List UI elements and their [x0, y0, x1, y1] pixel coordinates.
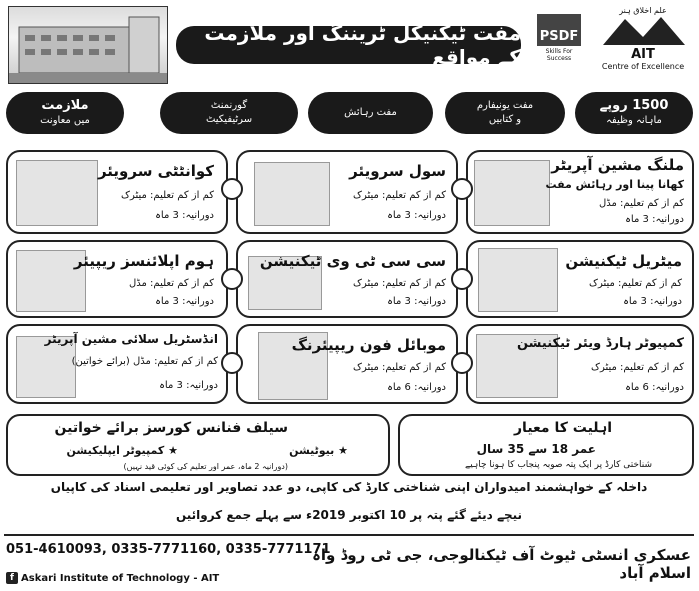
- psdf-logo: [535, 14, 583, 74]
- course-education: کم از کم تعلیم: میٹرک: [591, 362, 684, 373]
- facebook-icon: f: [6, 572, 18, 584]
- benefit-stipend: [575, 92, 693, 134]
- benefit-line2: سرٹیفیکیٹ: [205, 114, 253, 125]
- connector-knot: [221, 178, 243, 200]
- building-illustration: [9, 7, 167, 83]
- connector-knot: [221, 268, 243, 290]
- connector-knot: [451, 178, 473, 200]
- course-education: کم از کم تعلیم: میٹرک: [353, 278, 446, 289]
- course-education: کم از کم تعلیم: میٹرک: [353, 190, 446, 201]
- admission-line-1: داخلہ کے خواہشمند امیدواران اپنی شناختی کارڈ کی کاپی، دو عدد تصاویر اور تعلیمی اسناد کی کاپیاں: [50, 480, 648, 494]
- course-education: کم از کم تعلیم: مڈل (برائے خواتین): [71, 356, 218, 367]
- surveyor-image: [254, 162, 330, 226]
- course-duration: دورانیہ: 3 ماہ: [155, 296, 214, 307]
- connector-knot: [451, 268, 473, 290]
- women-course-1: ★ بیوٹیشن: [289, 444, 348, 457]
- ait-urdu-motto: علم اخلاق ہنر: [619, 6, 667, 15]
- women-courses-title: سیلف فنانس کورسز برائے خواتین: [54, 420, 288, 436]
- benefit-line1: مفت یونیفارم: [476, 100, 534, 111]
- course-duration: دورانیہ: 3 ماہ: [159, 380, 218, 391]
- course-duration: دورانیہ: 6 ماہ: [387, 382, 446, 393]
- women-course-1-label: بیوٹیشن: [289, 444, 335, 457]
- course-education: کم از کم تعلیم: میٹرک: [121, 190, 214, 201]
- institute-building-photo: [8, 6, 168, 84]
- benefit-line1: ملازمت: [41, 97, 89, 113]
- course-card: [236, 240, 458, 318]
- course-duration: دورانیہ: 3 ماہ: [387, 296, 446, 307]
- course-education: کم از کم تعلیم: مڈل: [129, 278, 214, 289]
- course-title: کوانٹٹی سرویئر: [97, 162, 214, 180]
- course-duration: دورانیہ: 6 ماہ: [625, 382, 684, 393]
- connector-knot: [451, 352, 473, 374]
- benefit-line2: و کتابیں: [488, 114, 522, 125]
- course-duration: دورانیہ: 3 ماہ: [623, 296, 682, 307]
- course-education: کم از کم تعلیم: میٹرک: [353, 362, 446, 373]
- women-courses-box: [6, 414, 390, 476]
- course-duration: دورانیہ: 3 ماہ: [387, 210, 446, 221]
- eligibility-box: [398, 414, 694, 476]
- admission-line-2: نیچے دیئے گئے پتہ پر 10 اکتوبر 2019ء سے پہلے جمع کروائیں: [175, 508, 523, 522]
- institute-address: عسکری انسٹی ٹیوٹ آف ٹیکنالوجی، جی ٹی روڈ واہ اسلام آباد: [312, 546, 691, 582]
- contact-phones: 051-4610093, 0335-7771160, 0335-7771171: [6, 542, 331, 557]
- benefit-line1: گورنمنٹ: [210, 100, 248, 111]
- course-card: [466, 240, 694, 318]
- course-title: سول سرویئر: [349, 162, 446, 180]
- eligibility-title: اہلیت کا معیار: [514, 420, 612, 436]
- course-duration: دورانیہ: 3 ماہ: [155, 210, 214, 221]
- benefit-line2: ماہانہ وظیفہ: [606, 114, 662, 126]
- benefit-accommodation: [308, 92, 433, 134]
- benefit-job-assistance: [6, 92, 124, 134]
- psdf-tagline: Skills For Success: [545, 48, 573, 62]
- course-card: [466, 150, 694, 234]
- mountain-icon: [595, 15, 691, 45]
- ait-subtitle: Centre of Excellence: [601, 62, 685, 71]
- benefit-uniform: [445, 92, 565, 134]
- quantity-surveyor-image: [16, 160, 98, 226]
- facebook-link[interactable]: [6, 572, 219, 584]
- milling-machine-image: [474, 160, 550, 226]
- course-title: ملنگ مشین آپریٹر: [551, 156, 684, 174]
- psdf-logo-text: PSDF: [537, 14, 581, 46]
- course-title: ہوم اپلائنسز ریپیئر: [73, 252, 214, 270]
- ait-logo: [594, 6, 692, 78]
- women-course-2: ★ کمپیوٹر ایپلیکیشن: [66, 444, 178, 457]
- course-education: کم از کم تعلیم: میٹرک: [589, 278, 682, 289]
- course-title: میٹریل ٹیکنیشن: [565, 252, 682, 270]
- women-courses-note: (دورانیہ 2 ماہ، عمر اور تعلیم کی کوئی قید نہیں): [123, 462, 288, 471]
- course-card: [6, 150, 228, 234]
- course-card: [6, 240, 228, 318]
- course-card: [466, 324, 694, 404]
- facebook-page-name: Askari Institute of Technology - AIT: [21, 572, 220, 584]
- main-banner: مفت ٹیکنیکل ٹریننگ اور ملازمت کے مواقع: [176, 26, 521, 64]
- benefit-line1: 1500 روپے: [599, 97, 669, 113]
- connector-knot: [221, 352, 243, 374]
- footer-divider: [4, 534, 694, 536]
- course-extra: کھانا پینا اور رہائش مفت: [545, 178, 684, 191]
- benefit-certificate: [160, 92, 298, 134]
- course-title: موبائل فون ریپیئرنگ: [291, 336, 446, 354]
- course-card: [236, 324, 458, 404]
- course-card: [236, 150, 458, 234]
- eligibility-age: عمر 18 سے 35 سال: [476, 442, 596, 456]
- course-duration: دورانیہ: 3 ماہ: [625, 214, 684, 225]
- ait-logo-text: AIT: [631, 47, 655, 62]
- course-education: کم از کم تعلیم: مڈل: [599, 198, 684, 209]
- course-title: سی سی ٹی وی ٹیکنیشن: [259, 252, 446, 270]
- benefit-line2: میں معاونت: [40, 114, 90, 126]
- course-card: [6, 324, 228, 404]
- course-title: کمپیوٹر ہارڈ ویئر ٹیکنیشن: [516, 336, 684, 351]
- material-lab-image: [478, 248, 558, 312]
- women-course-2-label: کمپیوٹر ایپلیکیشن: [66, 444, 165, 457]
- eligibility-domicile: شناختی کارڈ پر ایک پتہ صوبہ پنجاب کا ہونا چاہیے: [464, 460, 652, 470]
- benefit-line1: مفت رہائش: [344, 107, 397, 118]
- course-title: انڈسٹریل سلائی مشین آپریٹر: [44, 332, 218, 346]
